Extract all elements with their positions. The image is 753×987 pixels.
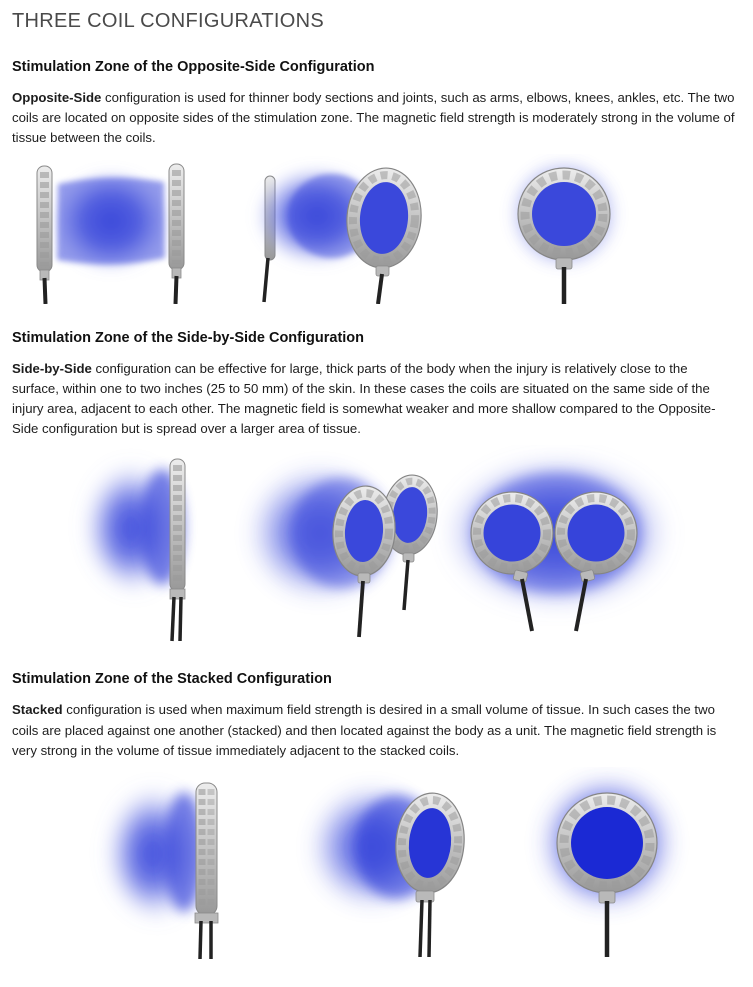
coil-cable [176,276,177,304]
paragraph-text-side-by-side: configuration can be effective for large, thick parts of the body when the injury is relatively close to the surface, within one to two inches (25 to 50 mm) of the skin. In these cases the coils are situated on the same side of the injury area, adjacent to each other. The magnetic field is somewhat weaker and more shallow compared to the Opposite-Side configuration but is spread over a larger area of tissue. [12,361,716,437]
coil-cable [45,278,46,304]
paragraph-text-opposite-side: configuration is used for thinner body sections and joints, such as arms, elbows, knees, ankles, etc. The two coils are located on opposite sides of the stimulation zone. The magnetic field strength is moderately strong in the volume of tissue between the coils. [12,90,735,146]
coil-cable [180,597,181,641]
opposite-side-three-quarter-view [255,165,425,304]
page-title: THREE COIL CONFIGURATIONS [12,10,324,32]
opposite-side-front-view [507,157,621,304]
coil-ring-icon [518,168,610,260]
stacked-illustration-row [12,767,753,962]
config-term-side-by-side: Side-by-Side [12,361,92,377]
section-opposite-side [12,59,737,304]
side-by-side-illustration-row [12,445,753,645]
heading-opposite-side: Stimulation Zone of the Opposite-Side Configuration [12,59,375,75]
coil-cable [420,900,422,957]
heading-side-by-side: Stimulation Zone of the Side-by-Side Configuration [12,330,365,347]
magnetic-field-core [57,178,165,265]
paragraph-text-stacked: configuration is used when maximum field strength is desired in a small volume of tissue. In such cases the two coils are placed against one another (stacked) and then located against the body as a unit. The magnetic field strength is very strong in the volume of tissue immediately adjacent to the stacked coils. [12,702,717,758]
coil-ring-icon [557,793,657,893]
heading-stacked: Stimulation Zone of the Stacked Configuration [12,671,332,688]
coil-ring-icon [471,492,553,574]
section-stacked [12,671,737,961]
coil-handle [195,913,218,923]
paragraph-stacked [12,700,737,760]
coil-ring-icon [555,492,637,574]
opposite-side-side-view [37,164,184,304]
coil-cable [172,597,174,641]
paragraph-opposite-side [12,88,737,148]
paragraph-side-by-side [12,359,737,439]
stacked-front-view [539,775,675,957]
coil-cable [200,921,201,959]
coil-cable [429,900,430,957]
coil-cable [404,560,408,610]
coil-cable [264,258,268,302]
coil-cable [378,274,382,304]
opposite-side-illustration-row [12,154,753,304]
stacked-three-quarter-view [310,785,468,957]
section-side-by-side [12,330,737,645]
stacked-side-view [108,783,218,959]
config-term-opposite-side: Opposite-Side [12,90,102,105]
side-by-side-front-view [445,457,669,631]
side-by-side-three-quarter-view [248,465,441,637]
config-term-stacked: Stacked [12,702,63,718]
side-by-side-side-view [87,459,185,641]
